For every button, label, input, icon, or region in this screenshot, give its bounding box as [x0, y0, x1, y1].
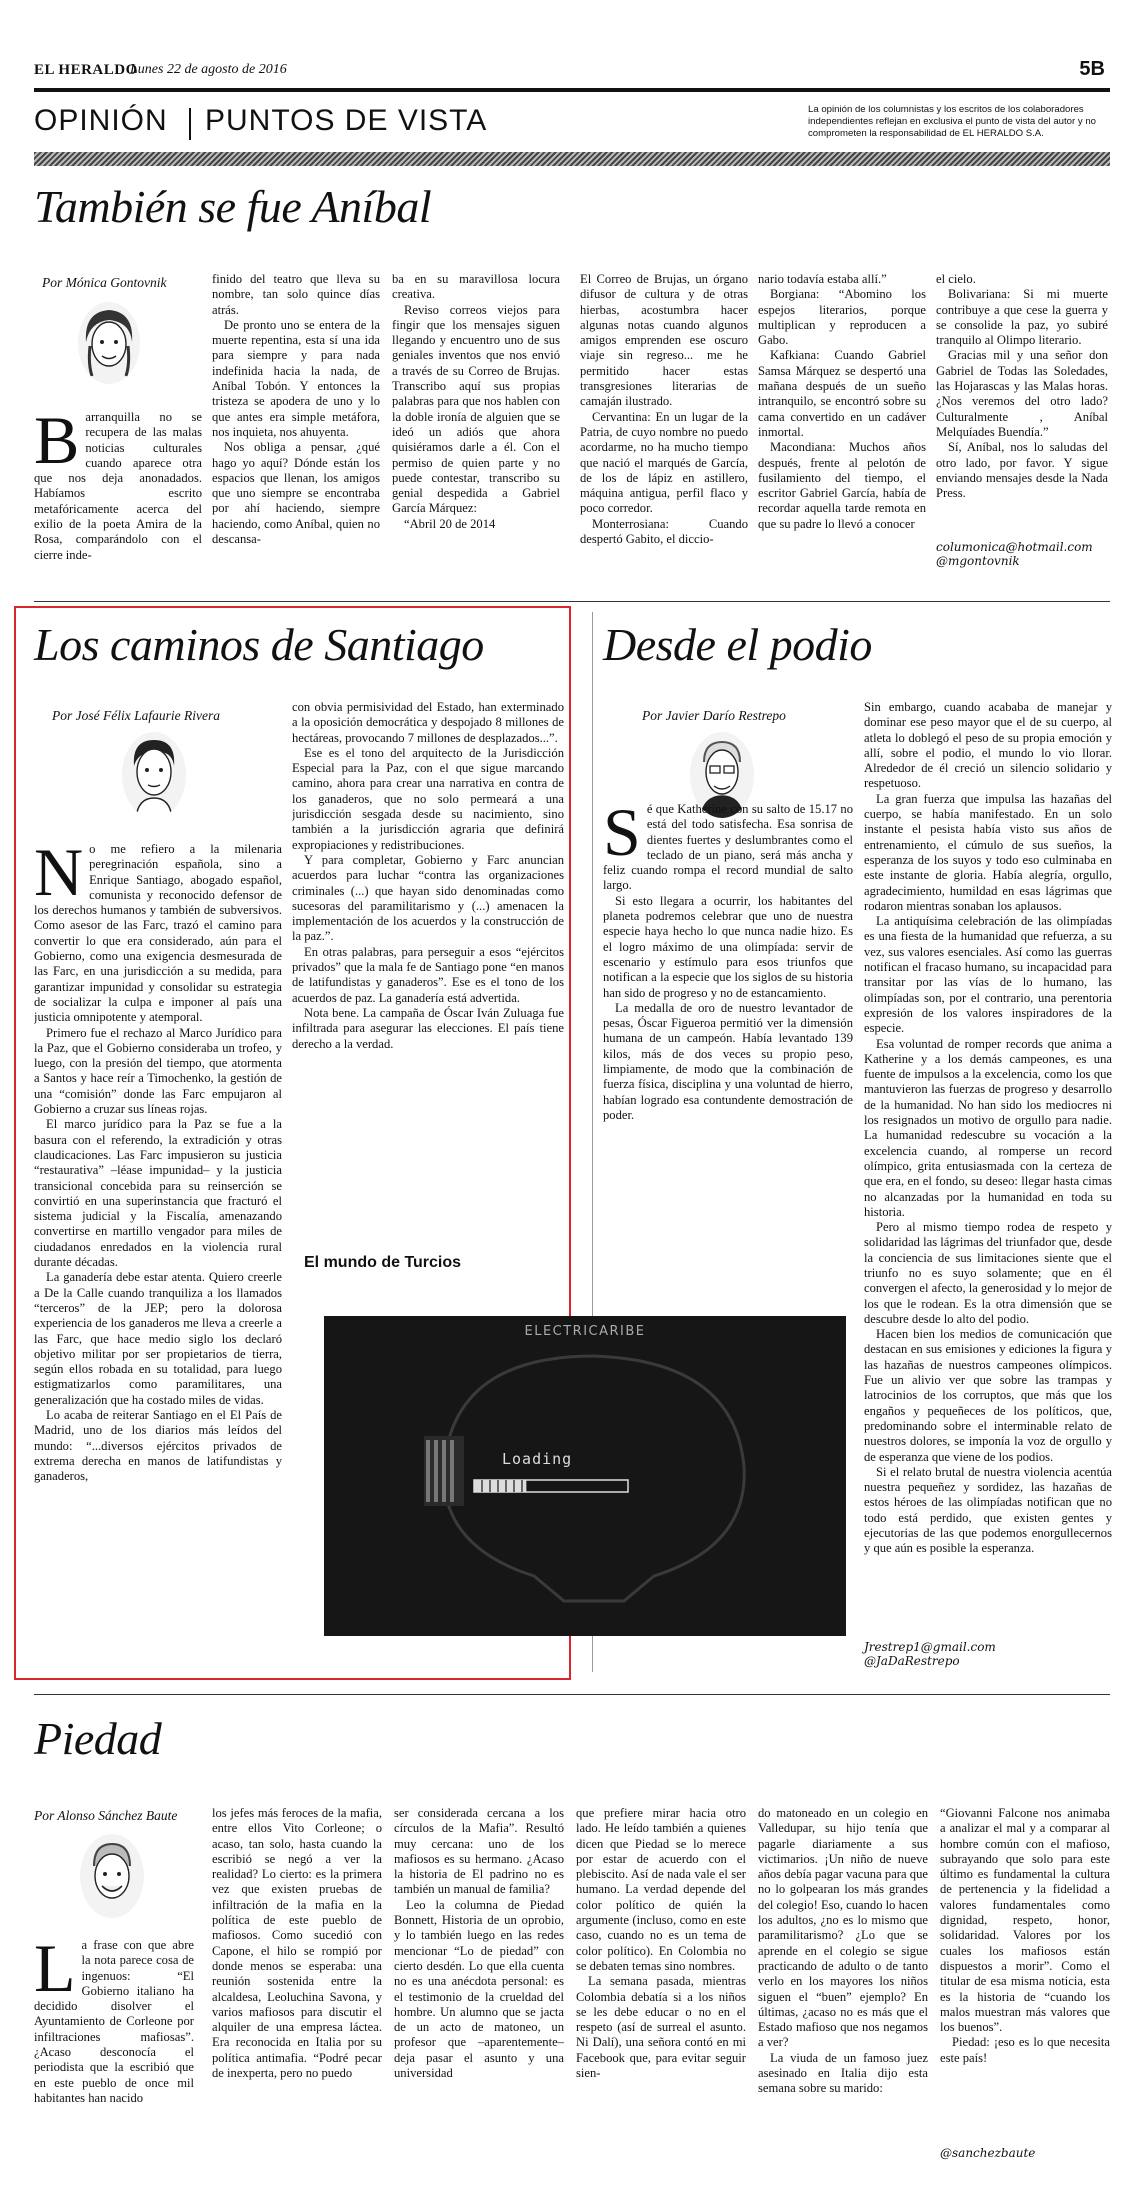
paragraph: Gracias mil y una señor don Gabriel de Todas las Soledades, las Hojarascas y las Malas horas. ¿Nos veremos del otro lado? Culturalmente , Aníbal Melquíades Buendía.” [936, 348, 1108, 439]
paragraph: Kafkiana: Cuando Gabriel Samsa Márquez se despertó una mañana después de un sueño intranquilo, se encontró sobre su cama convertido en un cadáver inmortal. [758, 348, 926, 439]
article-anibal-col-6 [936, 272, 1108, 590]
paragraph: Si el relato brutal de nuestra violencia acentúa nuestra pequeñez y sordidez, las hazañas de estos héroes de las olimpíadas notifican que no todo está perdido, que existen gentes y ejecutorias de las que podemos enorgullecernos y que aún es posible la esperanza. [864, 1464, 1112, 1556]
section-disclaimer: La opinión de los columnistas y los escritos de los colaboradores independientes reflejan en exclusiva el punto de vista del autor y no comprometen la responsabilidad de EL HERALDO S.A. [808, 104, 1097, 139]
paragraph: Reviso correos viejos para fingir que los mensajes siguen llegando y encuentro uno de sus geniales inventos que nos envió a través de su Correo de Brujas. Transcribo aquí sus propias palabras para que nos hablen con la doble ironía de alguien que se ideó un adiós que ahora quisiéramos darle a él. Con el permiso de quien parte y no puede contestar, transcribo su genial despedida a Gabriel García Márquez: [392, 302, 560, 516]
paragraph: Ese es el tono del arquitecto de la Jurisdicción Especial para la Paz, con el que sigue marcando camino, ahora para crear una narrativa en contra de los ganaderos, que no solo permeará a una jurisdicción sesgada desde su nacimiento, sino también a la jurisdicción agraria que definirá expropiaciones y redistribuciones. [292, 745, 564, 852]
paragraph: ser considerada cercana a los círculos de la Mafia”. Resultó muy cercana: uno de los mafiosos es su hermano. ¿Acaso la historia de El padrino no es también un manual de familia? [394, 1806, 564, 1897]
byline-podio: Por Javier Darío Restrepo [642, 708, 786, 723]
article-podio-col-2 [864, 700, 1112, 1672]
paragraph: La semana pasada, mientras Colombia debatía si a los niños se les debe educar o no en el respeto (así de surreal el asunto. Ni Dalí), una señora contó en mi Facebook que, para evitar seguir sien- [576, 1974, 746, 2081]
article-divider-1 [34, 601, 1110, 602]
paragraph: “Abril 20 de 2014 [404, 516, 496, 531]
dropcap-piedad: L [34, 1938, 76, 2006]
paragraph: Pero al mismo tiempo rodea de respeto y solidaridad las lágrimas del triunfador que, desde la conciencia de sus limitaciones siente que el triunfo no es suyo solamente; que en él convergen el afecto, la generosidad y lo mejor de los que le rodean. Es la otra dimensión que se descubre desde lo alto del podio. [864, 1220, 1112, 1326]
paragraph: Esa voluntad de romper records que anima a Katherine y a los demás campeones, es una fuente de impulsos a la excelencia, como los que mantuvieron las fuerzas de progreso y desarrollo de la humanidad. No han sido los mediocres ni los resignados un motivo de orgullo para nadie. La humanidad redescubre su vocación a la excelencia cuando, al romperse un record olímpico, grita entusiasmada con la certeza de que era, en el fondo, su deseo: llegar hasta cimas no alcanzadas por la humanidad en toda su historia. [864, 1036, 1112, 1219]
paragraph: La viuda de un famoso juez asesinado en Italia dijo esta semana sobre su marido: [758, 2050, 928, 2096]
headline-santiago: Los caminos de Santiago [34, 619, 484, 670]
article-anibal-col-4 [580, 272, 748, 590]
paragraph: “Giovanni Falcone nos animaba a analizar el mal y a comparar al hombre común con el mafioso, subrayando que solo para este último es fundamental la cultura de pertenencia y la fidelidad a valores fundamentales como dignidad, respeto, honor, solidaridad. Valores por los cuales los mafiosos están dispuestos a morir”. Como el titular de esa misma noticia, esta es la historia de “cuando los malos muestran más valores que los buenos”. [940, 1806, 1110, 2035]
masthead-rule [34, 88, 1110, 92]
dropcap-podio: S [603, 802, 641, 870]
paragraph: Lo acaba de reiterar Santiago en el El País de Madrid, uno de los diarios más leídos del mundo: “...diversos ejércitos privados de extrema derecha en manos de latifundistas y ganaderos, [34, 1407, 282, 1484]
article-podio-col-2-text [864, 700, 1112, 1640]
paragraph: Piedad: ¡eso es lo que necesita este país! [940, 2035, 1110, 2065]
section-name: OPINIÓN [34, 104, 168, 137]
paragraph: Y para completar, Gobierno y Farc anuncian acuerdos para luchar “contra las organizaciones criminales (...) que hayan sido denominadas como sucesoras del paramilitarismo y (...) amenacen la implementación de los acuerdos y la construcción de la paz.”. [292, 852, 564, 944]
author-portrait-gontovnik [78, 302, 140, 384]
article-piedad-text-1: a frase con que abre la nota parece cosa de ingenuos: “El Gobierno italiano ha decidido disolver el Ayuntamiento de Corleone por infiltraciones mafiosas”. ¿Acaso desconocía el periodista que la escribió que en este pueblo de once mil habitantes han nacido [34, 1938, 194, 2105]
byline-piedad: Por Alonso Sánchez Baute [34, 1808, 178, 1823]
paragraph: La ganadería debe estar atenta. Quiero creerle a De la Calle cuando tranquiliza a los llamados “terceros” de la JEP; pero la dolorosa experiencia de los ganaderos me lleva a creerle a las Farc, que hace medio siglo los declaró objetivo militar por ser propietarios de tierra, según ellos robada en su totalidad, para luego estigmatizarlos como paramilitares, una generalización que ha costado miles de vidas. [34, 1270, 282, 1407]
paragraph: Si esto llegara a ocurrir, los habitantes del planeta podremos celebrar que uno de nuestra especie haya hecho lo que nunca nadie hizo. Es el logro máximo de una olimpíada: servir de escenario y estímulo para esos triunfos que notifican a la especie que los siglos de su historia han sido de progreso y no de estancamiento. [603, 893, 853, 1000]
article-piedad-col-1 [34, 1938, 194, 2188]
paragraph: Sí, Aníbal, nos lo saludas del otro lado, por favor. Y sigue enviando mensajes desde la Nada Press. [936, 440, 1108, 501]
byline-santiago: Por José Félix Lafaurie Rivera [52, 708, 220, 723]
paragraph: el cielo. [936, 272, 976, 286]
paragraph: De pronto uno se entera de la muerte repentina, esta sí una ida para siempre y para nada indefinida hacia la nada, de Aníbal Tobón. Y entonces la tristeza se apodera de uno y lo que antes era simple metáfora, nos inquieta, nos ahuyenta. [212, 317, 380, 439]
article-santiago-text-1: o me refiero a la milenaria peregrinación española, sino a Enrique Santiago, abogado español, comunista y reconocido defensor de los derechos humanos y también de subversivos. Como asesor de las Farc, trazó el camino para convertir lo que era considerado, aún para el Gobierno, como una exigencia desmesurada de las Farc, en una jurisdicción a su medida, para garantizar impunidad y consolidar su estrategia de socializar la culpa e imponer al país una justicia omnipotente y atemporal. Primero fue el rechazo al Marco Jurídico para la Paz, que el Gobierno consideraba un trofeo, y luego, con la presión del tiempo, que atormenta a Santos y hace reír a Timochenko, la gestión de una “comisión” donde las Farc empujaron al Gobierno a cruzar sus líneas rojas. El marco jurídico para la Paz se fue a la basura con el referendo, la extradición y otras claudicaciones. Las Farc impusieron su justicia “restaurativa” –léase impunidad– y la justicia transicional concebida para su reinserción se convirtió en una superinstancia que fracturó el sistema judicial y la Fiscalía, amenazando convertirse en martillo vengador para miles de ciudadanos enredados en la violencia rural durante décadas. La ganadería debe estar atenta. Quiero creerle a De la Calle cuando tranquiliza a los llamados “terceros” de la JEP; pero la dolorosa experiencia de los ganaderos me lleva a creerle a las Farc, que hace medio siglo los declaró objetivo militar por ser propietarios de tierra, según ellos robada en su totalidad, para luego estigmatizarlos como paramilitares, una generalización que ha costado miles de vidas. Lo acaba de reiterar Santiago en el El País de Madrid, uno de los diarios más leídos del mundo: “...diversos ejércitos privados de extrema derecha en manos de latifundistas y ganaderos, [34, 842, 282, 1484]
paragraph: La gran fuerza que impulsa las hazañas del cuerpo, se había manifestado. En un solo instante el pesista había visto sus años de entrenamiento, el cúmulo de sus sueños, la esperanza de los suyos y todo eso culminaba en este instante de gloria. Había alegría, orgullo, agradecimiento, humildad en esas lágrimas que rodaron mientras sonaban los aplausos. [864, 791, 1112, 913]
dropcap-santiago: N [34, 842, 84, 910]
author-portrait-lafaurie [122, 732, 186, 818]
article-piedad-col-6 [940, 1806, 1110, 2186]
article-piedad-col-3 [394, 1806, 564, 2186]
author-twitter-piedad[interactable]: @sanchezbaute [940, 2146, 1036, 2160]
article-anibal-text-1: arranquilla no se recupera de las malas noticias culturales cuando aparece otra que nos deja anonadados. Habíamos escrito metafóricamente acerca del exilio de la poeta Amira de la Rosa, comparándolo con el cierre inde- [34, 410, 202, 562]
cartoon-loading-text: Loading [502, 1450, 573, 1468]
paragraph: Borgiana: “Abomino los espejos literarios, porque multiplican y reproducen a Gabo. [758, 287, 926, 348]
article-podio-col-1 [603, 802, 853, 1222]
paragraph: que prefiere mirar hacia otro lado. He leído también a quienes dicen que Piedad se lo merece por estar de acuerdo con el plebiscito. Así de nada vale el ser humano. La verdad depende del color político de quién la argumente (incluso, como en este caso, cuando no es un tema de color político). En Colombia no se debaten temas sino nombres. [576, 1806, 746, 1973]
article-piedad-col-4 [576, 1806, 746, 2186]
dropcap-anibal: B [34, 410, 80, 478]
article-santiago-col-2 [292, 700, 564, 1200]
article-anibal-col-3 [392, 272, 560, 590]
paragraph: Primero fue el rechazo al Marco Jurídico para la Paz, que el Gobierno consideraba un trofeo, y luego, con la presión del tiempo, que atormenta a Santos y hace reír a Timochenko, la gestión de una “comisión” donde las Farc empujaron al Gobierno a cruzar sus líneas rojas. [34, 1025, 282, 1117]
paragraph: La antiquísima celebración de las olimpíadas es una fiesta de la humanidad que refuerza, a su vez, sus valores esenciales. Así como las guerras notifican el fracaso humano, su incapacidad para transitar por las vías de lo humano, las olimpíadas son, por el contrario, una perentoria expresión de los valores inspiradores de la especie. [864, 914, 1112, 1036]
paragraph: Bolivariana: Si mi muerte contribuye a que cese la guerra y se consolide la paz, yo subiré tranquilo al Olimpo literario. [936, 287, 1108, 348]
article-santiago-col-1 [34, 842, 282, 1672]
headline-piedad: Piedad [34, 1713, 162, 1764]
paragraph: Hacen bien los medios de comunicación que destacan en sus emisiones y ediciones la figura y las hazañas de nuestros campeones olímpicos. Fue un alivio ver que sobre las trampas y latrocinios de los corruptos, que más que los engaños y pequeñeces de los políticos, que, predominando sobre el interminable relato de nuestros dolores, se imponía la voz de orgullo y de esperanza que viene de los podios. [864, 1327, 1112, 1464]
author-email-anibal[interactable]: columonica@hotmail.com [936, 540, 1093, 554]
paragraph: En otras palabras, para perseguir a esos “ejércitos privados” que la mala fe de Santiago pone “en manos de latifundistas y ganaderos”. Ese es el tono de los acuerdos de paz. La ganadería está advertida. [292, 944, 564, 1005]
paragraph: con obvia permisividad del Estado, han exterminado a la oposición democrática y despojado 8 millones de hectáreas, provocando 7 millones de desplazados...”. [292, 700, 564, 745]
headline-anibal: También se fue Aníbal [34, 181, 432, 232]
paragraph: Monterrosiana: Cuando despertó Gabito, el diccio- [580, 516, 748, 547]
headline-podio: Desde el podio [603, 619, 872, 670]
article-piedad-col-5 [758, 1806, 928, 2186]
masthead-name: EL HERALDO [34, 62, 138, 78]
page-number: 5B [1079, 58, 1105, 80]
paragraph: Nota bene. La campaña de Óscar Iván Zuluaga fue infiltrada para asegurar las elecciones. El país tiene derecho a la verdad. [292, 1005, 564, 1051]
article-anibal-col-6-text [936, 272, 1108, 540]
cartoon-title: El mundo de Turcios [304, 1254, 462, 1271]
author-portrait-sanchez [80, 1834, 144, 1918]
cartoon-image [324, 1316, 846, 1636]
author-twitter-podio[interactable]: @JaDaRestrepo [864, 1654, 960, 1668]
paragraph: El Correo de Brujas, un órgano difusor de cultura y de otras hierbas, acostumbra hacer algunas notas cuando algunos amigos emprenden ese oscuro viaje sin regreso... me he permitido hacer estas transgresiones literarias de camaján ilustrado. [580, 272, 748, 409]
paragraph: Sin embargo, cuando acababa de manejar y dominar ese peso mayor que el de su cuerpo, al atleta lo doblegó el peso de su propia emoción y allí, sobre el podio, el mundo lo vio llorar. Alrededor de él creció un silencio solidario y respetuoso. [864, 700, 1112, 791]
article-anibal-col-2 [212, 272, 380, 590]
section-separator [189, 108, 191, 140]
section-hatch-band [34, 152, 1110, 166]
author-twitter-anibal[interactable]: @mgontovnik [936, 554, 1020, 568]
paragraph: El marco jurídico para la Paz se fue a la basura con el referendo, la extradición y otras claudicaciones. Las Farc impusieron su justicia “restaurativa” –léase impunidad– y la justicia transicional concebida para su reinserción se convirtió en una superinstancia que fracturó el sistema judicial y la Fiscalía, amenazando convertirse en martillo vengador para miles de ciudadanos enredados en la violencia rural durante décadas. [34, 1117, 282, 1270]
paragraph: ba en su maravillosa locura creativa. [392, 272, 560, 302]
paragraph: La medalla de oro de nuestro levantador de pesas, Óscar Figueroa permitió ver la dimensión humana de un campeón. Había levantado 139 kilos, más de dos veces su propio peso, limpiamente, de modo que la combinación de fuerza física, disciplina y una voluntad de hierro, habían logrado esa contundente demostración de poder. [603, 1000, 853, 1122]
paragraph: do matoneado en un colegio en Valledupar, su hijo tenía que pagarle diariamente a sus victimarios. ¡Un niño de nueve años debía pagar vacuna para que no lo golpearan los más grandes del colegio! Eso, cuando lo hacen los adultos, ¿no es lo mismo que paramilitarismo? ¿Lo que se aprende en el colegio se sigue practicando de adulto o de tanto verlo en los mayores los niños siguen el “buen” ejemplo? En últimas, ¿acaso no es más que el Estado mafioso que nos negamos a ver? [758, 1806, 928, 2050]
article-piedad-col-6-text [940, 1806, 1110, 2146]
byline-anibal: Por Mónica Gontovnik [42, 275, 167, 290]
article-piedad-col-2 [212, 1806, 382, 2186]
article-anibal-col-5 [758, 272, 926, 590]
cartoon-brand-text: ELECTRICARIBE [524, 1324, 646, 1339]
section-subsection: PUNTOS DE VISTA [205, 104, 488, 137]
article-podio-text-1: é que Katherine con su salto de 15.17 no está del todo satisfecha. Esa sonrisa de dientes fuertes y deslumbrantes como el teclado de un piano, será más ancha y feliz cuando rompa el record mundial de salto largo. Si esto llegara a ocurrir, los habitantes del planeta podremos celebrar que uno de nuestra especie haya hecho lo que nunca nadie hizo. Es el logro máximo de una olimpíada: servir de escenario y estímulo para esos triunfos que notifican a la especie que los siglos de su historia han sido de progreso y no de estancamiento. La medalla de oro de nuestro levantador de pesas, Óscar Figueroa permitió ver la dimensión humana de un campeón. Había levantado 139 kilos, más de dos veces su propio peso, limpiamente, de modo que la combinación de fuerza física, disciplina y una voluntad de hierro, habían logrado esa contundente demostración de poder. [603, 802, 853, 1122]
author-email-podio[interactable]: Jrestrep1@gmail.com [864, 1640, 996, 1654]
paragraph: los jefes más feroces de la mafia, entre ellos Vito Corleone; o acaso, tan solo, hasta cuando la escribió se negó a ver la realidad? Lo cierto: es la primera vez que existen pruebas de infiltración de la mafia en la política de este pueblo de mafiosos. Como sucedió con Capone, el hilo se rompió por donde menos se esperaba: una reunión sostenida entre la alcaldesa, Leoluchina Savona, y varios mafiosos para discutir el alquiler de una empresa láctea. Era reconocida en Italia por su política antimafia. “Podré pecar de inexperta, pero no puedo [212, 1806, 382, 2081]
masthead-date: Lunes 22 de agosto de 2016 [130, 62, 287, 77]
paragraph: finido del teatro que lleva su nombre, tan solo quince días atrás. [212, 272, 380, 317]
article-divider-2 [34, 1694, 1110, 1695]
paragraph: nario todavía estaba allí.” [758, 272, 887, 286]
paragraph: Nos obliga a pensar, ¿qué hago yo aquí? Dónde están los espacios que llenan, los amigos que uno siempre se encontraba por ahí haciendo, siempre haciendo, como Aníbal, quien no descansa- [212, 440, 380, 547]
paragraph: Cervantina: En un lugar de la Patria, de cuyo nombre no puedo acordarme, no ha mucho tiempo que nació el marqués de García, de los de lápiz en astillero, máquina antigua, perfil flaco y poco corredor. [580, 409, 748, 516]
paragraph: Leo la columna de Piedad Bonnett, Historia de un oprobio, y lo también luego en las redes mencionar “Lo de piedad” con cierto desdén. Lo que ella cuenta no es una anécdota personal: es el testimonio de la crueldad del hombre. Un alumno que se jacta de un acto de matoneo, un profesor que –aparentemente– deja pasar el asunto y una universidad [394, 1897, 564, 2081]
paragraph: Macondiana: Muchos años después, frente al pelotón de fusilamiento del tiempo, el escritor Gabriel García, había de recordar aquella tarde remota en que su padre lo llevó a conocer [758, 440, 926, 531]
article-anibal-col-1 [34, 410, 202, 590]
